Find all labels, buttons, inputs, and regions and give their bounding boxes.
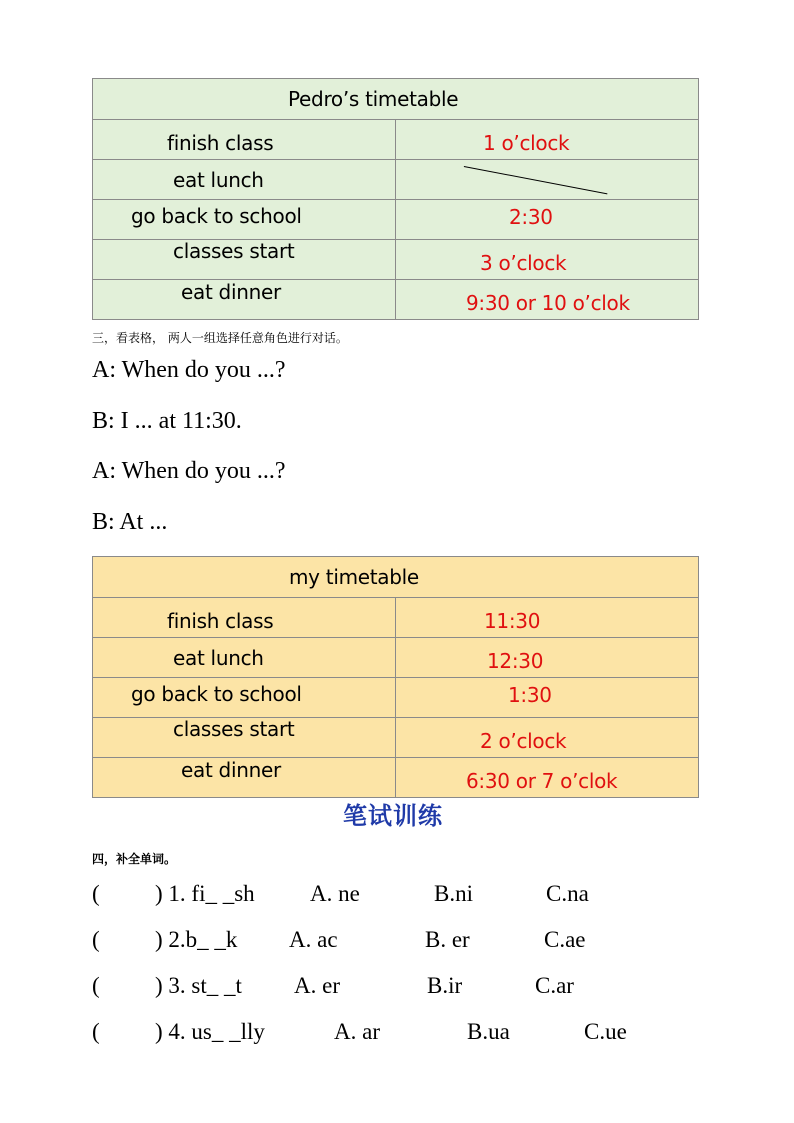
exercise-row — [92, 927, 712, 957]
table-row — [93, 598, 699, 638]
time-value: 6:30 or 7 o’clok — [466, 769, 618, 793]
table-row — [93, 280, 699, 320]
activity-label: go back to school — [131, 204, 302, 228]
table-row — [93, 120, 699, 160]
option-a: A. ar — [334, 1019, 380, 1044]
option-c: C.ae — [544, 927, 586, 952]
activity-label: go back to school — [131, 682, 302, 706]
exercise-question: ) 2.b_ _k — [155, 927, 238, 952]
exercise-row — [92, 1019, 712, 1049]
table-row — [93, 718, 699, 758]
dialogue-line: B: At ... — [92, 509, 168, 535]
answer-paren[interactable]: ( — [92, 973, 100, 998]
activity-label: classes start — [173, 717, 295, 741]
option-b: B.ua — [467, 1019, 510, 1044]
dialogue-line: B: I ... at 11:30. — [92, 408, 242, 434]
empty-slash-line — [464, 166, 608, 194]
activity-label: eat lunch — [173, 168, 264, 192]
option-c: C.ue — [584, 1019, 627, 1044]
activity-label: eat dinner — [181, 758, 281, 782]
pedro-timetable-title-cell — [93, 79, 699, 120]
exercise-row — [92, 973, 712, 1003]
pedro-timetable-title: Pedro’s timetable — [288, 87, 459, 111]
time-value: 11:30 — [484, 609, 541, 633]
answer-paren[interactable]: ( — [92, 927, 100, 952]
time-value: 12:30 — [487, 649, 544, 673]
dialogue-line: A: When do you ...? — [92, 357, 286, 383]
dialogue-line: A: When do you ...? — [92, 458, 286, 484]
answer-paren[interactable]: ( — [92, 881, 100, 906]
table-row — [93, 758, 699, 798]
time-value: 1 o’clock — [483, 131, 570, 155]
table-row — [93, 240, 699, 280]
option-c: C.na — [546, 881, 589, 906]
table-row — [93, 678, 699, 718]
table-row — [93, 638, 699, 678]
table-row — [93, 200, 699, 240]
time-value: 2:30 — [509, 205, 553, 229]
activity-label: finish class — [167, 609, 274, 633]
exercise-question: ) 4. us_ _lly — [155, 1019, 265, 1044]
pedro-timetable — [92, 78, 699, 320]
option-a: A. ne — [310, 881, 360, 906]
answer-paren[interactable]: ( — [92, 1019, 100, 1044]
time-value: 1:30 — [508, 683, 552, 707]
option-a: A. ac — [289, 927, 338, 952]
activity-label: finish class — [167, 131, 274, 155]
my-timetable-title: my timetable — [289, 565, 419, 589]
option-a: A. er — [294, 973, 340, 998]
exercise-row — [92, 881, 712, 911]
section-title: 笔试训练 — [343, 802, 443, 830]
time-value: 9:30 or 10 o’clok — [466, 291, 630, 315]
option-b: B. er — [425, 927, 470, 952]
my-timetable-title-cell — [93, 557, 699, 598]
my-timetable — [92, 556, 699, 798]
option-c: C.ar — [535, 973, 574, 998]
activity-label: classes start — [173, 239, 295, 263]
exercise-question: ) 3. st_ _t — [155, 973, 242, 998]
table-row — [93, 160, 699, 200]
activity-label: eat lunch — [173, 646, 264, 670]
instruction-4: 四，补全单词。 — [92, 852, 177, 866]
time-value: 2 o’clock — [480, 729, 567, 753]
exercise-question: ) 1. fi_ _sh — [155, 881, 255, 906]
time-value: 3 o’clock — [480, 251, 567, 275]
option-b: B.ir — [427, 973, 463, 998]
activity-label: eat dinner — [181, 280, 281, 304]
option-b: B.ni — [434, 881, 473, 906]
instruction-3: 三，看表格， 两人一组选择任意角色进行对话。 — [92, 331, 348, 345]
